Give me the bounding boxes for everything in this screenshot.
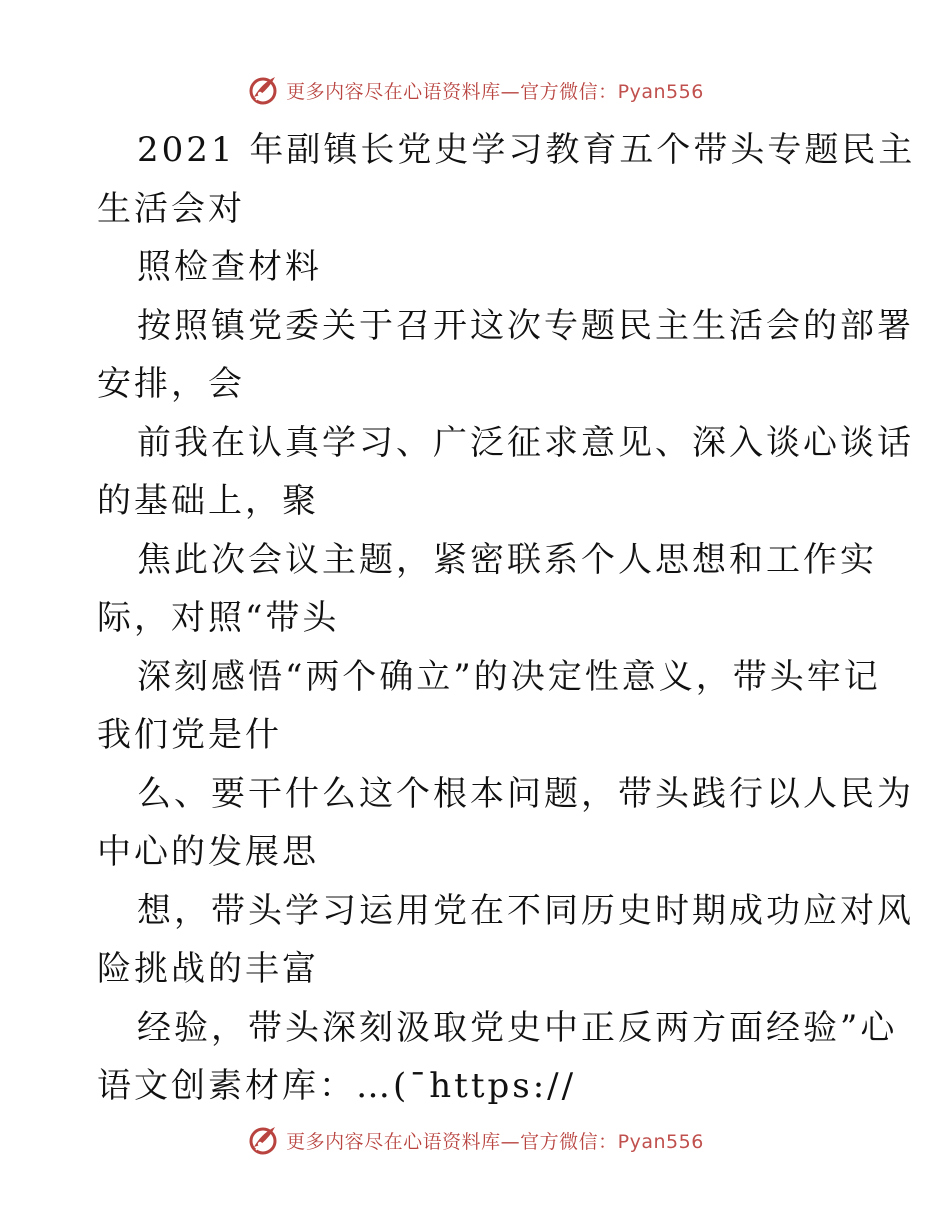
text-line: 想，带头学习运用党在不同历史时期成功应对风: [137, 890, 914, 931]
text-line: 深刻感悟“两个确立”的决定性意义，带头牢记: [137, 656, 881, 697]
watermark-text: 更多内容尽在心语资料库—官方微信：Pyan556: [286, 1130, 704, 1153]
text-line: 焦此次会议主题，紧密联系个人思想和工作实: [137, 539, 877, 580]
text-line: 前我在认真学习、广泛征求意见、深入谈心谈话: [137, 422, 914, 463]
text-line: 么、要干什么这个根本问题，带头践行以人民为: [137, 773, 914, 814]
text-line: 2021 年副镇长党史学习教育五个带头专题民主: [137, 130, 916, 170]
text-line: 经验，带头深刻汲取党史中正反两方面经验”心: [137, 1007, 898, 1048]
text-line: 中心的发展思: [97, 832, 319, 872]
watermark-text: 更多内容尽在心语资料库—官方微信：Pyan556: [286, 80, 704, 103]
header-watermark: [0, 68, 950, 112]
text-line: 际，对照“带头: [97, 598, 340, 638]
text-line: 险挑战的丰富: [97, 949, 319, 989]
text-line: 生活会对: [97, 188, 245, 229]
document-body: [97, 121, 916, 1116]
text-line: 安排，会: [97, 364, 245, 404]
footer-watermark: [0, 1118, 950, 1162]
text-line: 照检查材料: [137, 247, 322, 287]
text-line: 我们党是什: [97, 715, 282, 755]
red-quill-globe-logo-icon: [246, 73, 280, 107]
text-line: 的基础上，聚: [97, 481, 319, 521]
red-quill-globe-logo-icon: [246, 1123, 280, 1157]
text-line: 按照镇党委关于召开这次专题民主生活会的部署: [137, 305, 914, 346]
watermark-group: [246, 1123, 704, 1157]
watermark-group: [246, 73, 704, 107]
text-line: 语文创素材库：…(¯https://: [97, 1066, 577, 1106]
